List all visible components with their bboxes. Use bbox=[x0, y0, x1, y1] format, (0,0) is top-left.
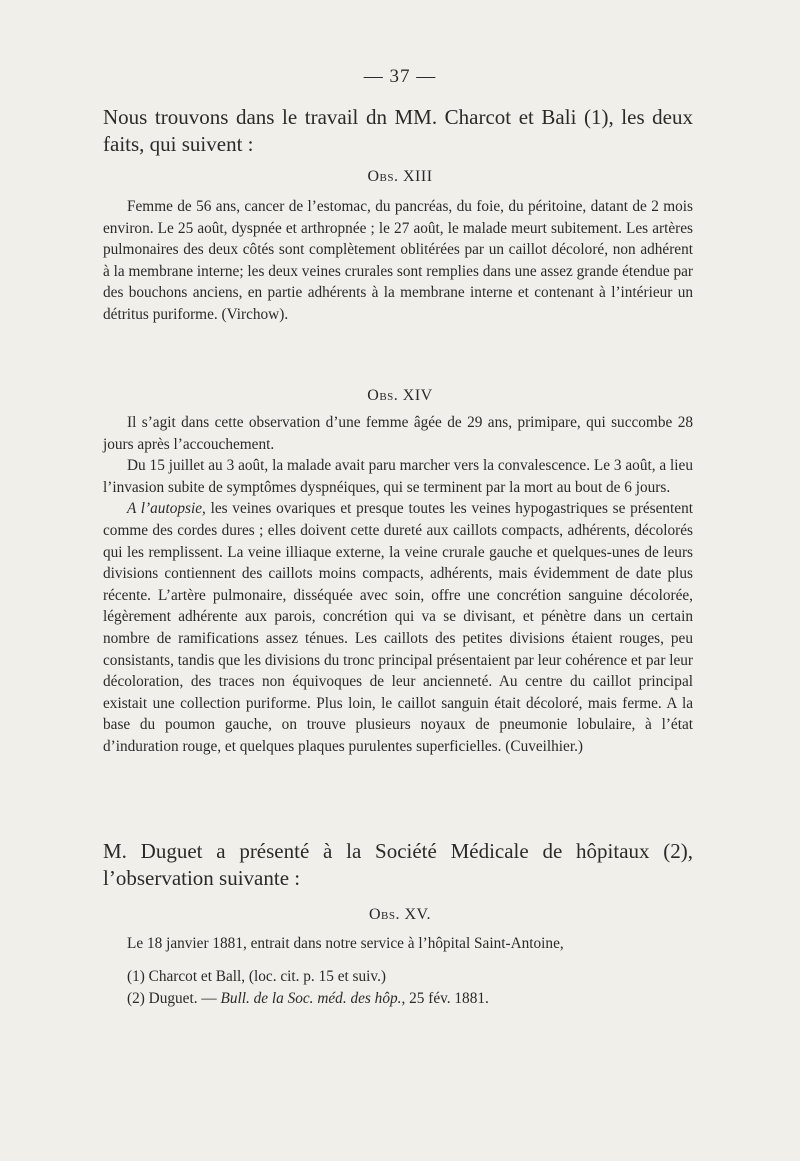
footnote-2-author: (2) Duguet. — bbox=[127, 990, 221, 1007]
page-number: — 37 — bbox=[363, 66, 437, 87]
footnotes bbox=[103, 966, 693, 1010]
footnote-2-journal: Bull. de la Soc. méd. des hôp. bbox=[220, 990, 402, 1007]
footnote-2 bbox=[103, 988, 693, 1010]
obs-14-paragraph-1: Il s’agit dans cette observation d’une femme âgée de 29 ans, primipare, qui succombe 28 jours après l’accouchement. bbox=[103, 414, 693, 453]
obs-14-title: Obs. XIV bbox=[367, 387, 433, 404]
obs-15-text bbox=[103, 933, 693, 955]
obs-13-title: Obs. XIII bbox=[367, 168, 433, 185]
intro-paragraph: Nous trouvons dans le travail dn MM. Charcot et Bali (1), les deux faits, qui suivent : bbox=[103, 105, 693, 156]
duguet-paragraph: M. Duguet a présenté à la Société Médicale de hôpitaux (2), l’observation suivante : bbox=[103, 839, 693, 890]
obs-13-paragraph: Femme de 56 ans, cancer de l’estomac, du pancréas, du foie, du péritoine, datant de 2 mois environ. Le 25 août, dyspnée et arthropnée ; le 27 août, le malade meurt subitement. Les artères pulmonaires des deux côtés sont complètement oblitérées par un caillot décoloré, non adhérent à la membrane interne; les deux veines crurales sont remplies dans une assez grande étendue par des bouchons anciens, en partie adhérents à la membrane interne et contenant à l’intérieur un détritus puriforme. (Virchow). bbox=[103, 198, 693, 323]
obs-15-paragraph: Le 18 janvier 1881, entrait dans notre service à l’hôpital Saint-Antoine, bbox=[127, 935, 564, 952]
footnote-1: (1) Charcot et Ball, (loc. cit. p. 15 et suiv.) bbox=[127, 968, 386, 985]
obs-14-paragraph-3 bbox=[103, 498, 693, 757]
obs-15-title: Obs. XV. bbox=[368, 906, 432, 923]
obs-14-paragraph-3-rest: , les veines ovariques et presque toutes les veines hypogastriques se présentent comme des cordes dures ; elles doivent cette dureté aux caillots compacts, adhérents, décolorés qui les remplissent. La veine illiaque externe, la veine crurale gauche et quelques-unes de leurs divisions contiennent des caillots moins compacts, adhérents, mais évidemment de date plus récente. L’artère pulmonaire, disséquée avec soin, offre une concrétion sanguine décolorée, légèrement adhérente aux parois, concrétion qui va se divisant, et pénètre dans un certain nombre de ramifications assez ténues. Les caillots des petites divisions étaient rouges, peu consistants, tandis que les divisions du tronc principal présentaient par leur cohérence et par leur décoloration, des traces non équivoques de leur ancienneté. Au centre du caillot principal existait une collection puriforme. Plus loin, le caillot sanguin était décoloré, mais ferme. A la base du poumon gauche, on trouve plusieurs noyaux de pneumonie lobulaire, à l’état d’induration rouge, et quelques plaques purulentes superficielles. (Cuveilhier.) bbox=[103, 500, 694, 755]
obs-13-text bbox=[103, 196, 693, 326]
autopsie-italic: A l’autopsie bbox=[127, 500, 202, 518]
obs-14-paragraph-2: Du 15 juillet au 3 août, la malade avait paru marcher vers la convalescence. Le 3 août, a lieu l’invasion subite de symptômes dyspnéiques, qui se terminent par la mort au bout de 6 jours. bbox=[103, 457, 693, 496]
obs-14-text bbox=[103, 412, 693, 758]
footnote-2-date: , 25 fév. 1881. bbox=[401, 990, 489, 1007]
